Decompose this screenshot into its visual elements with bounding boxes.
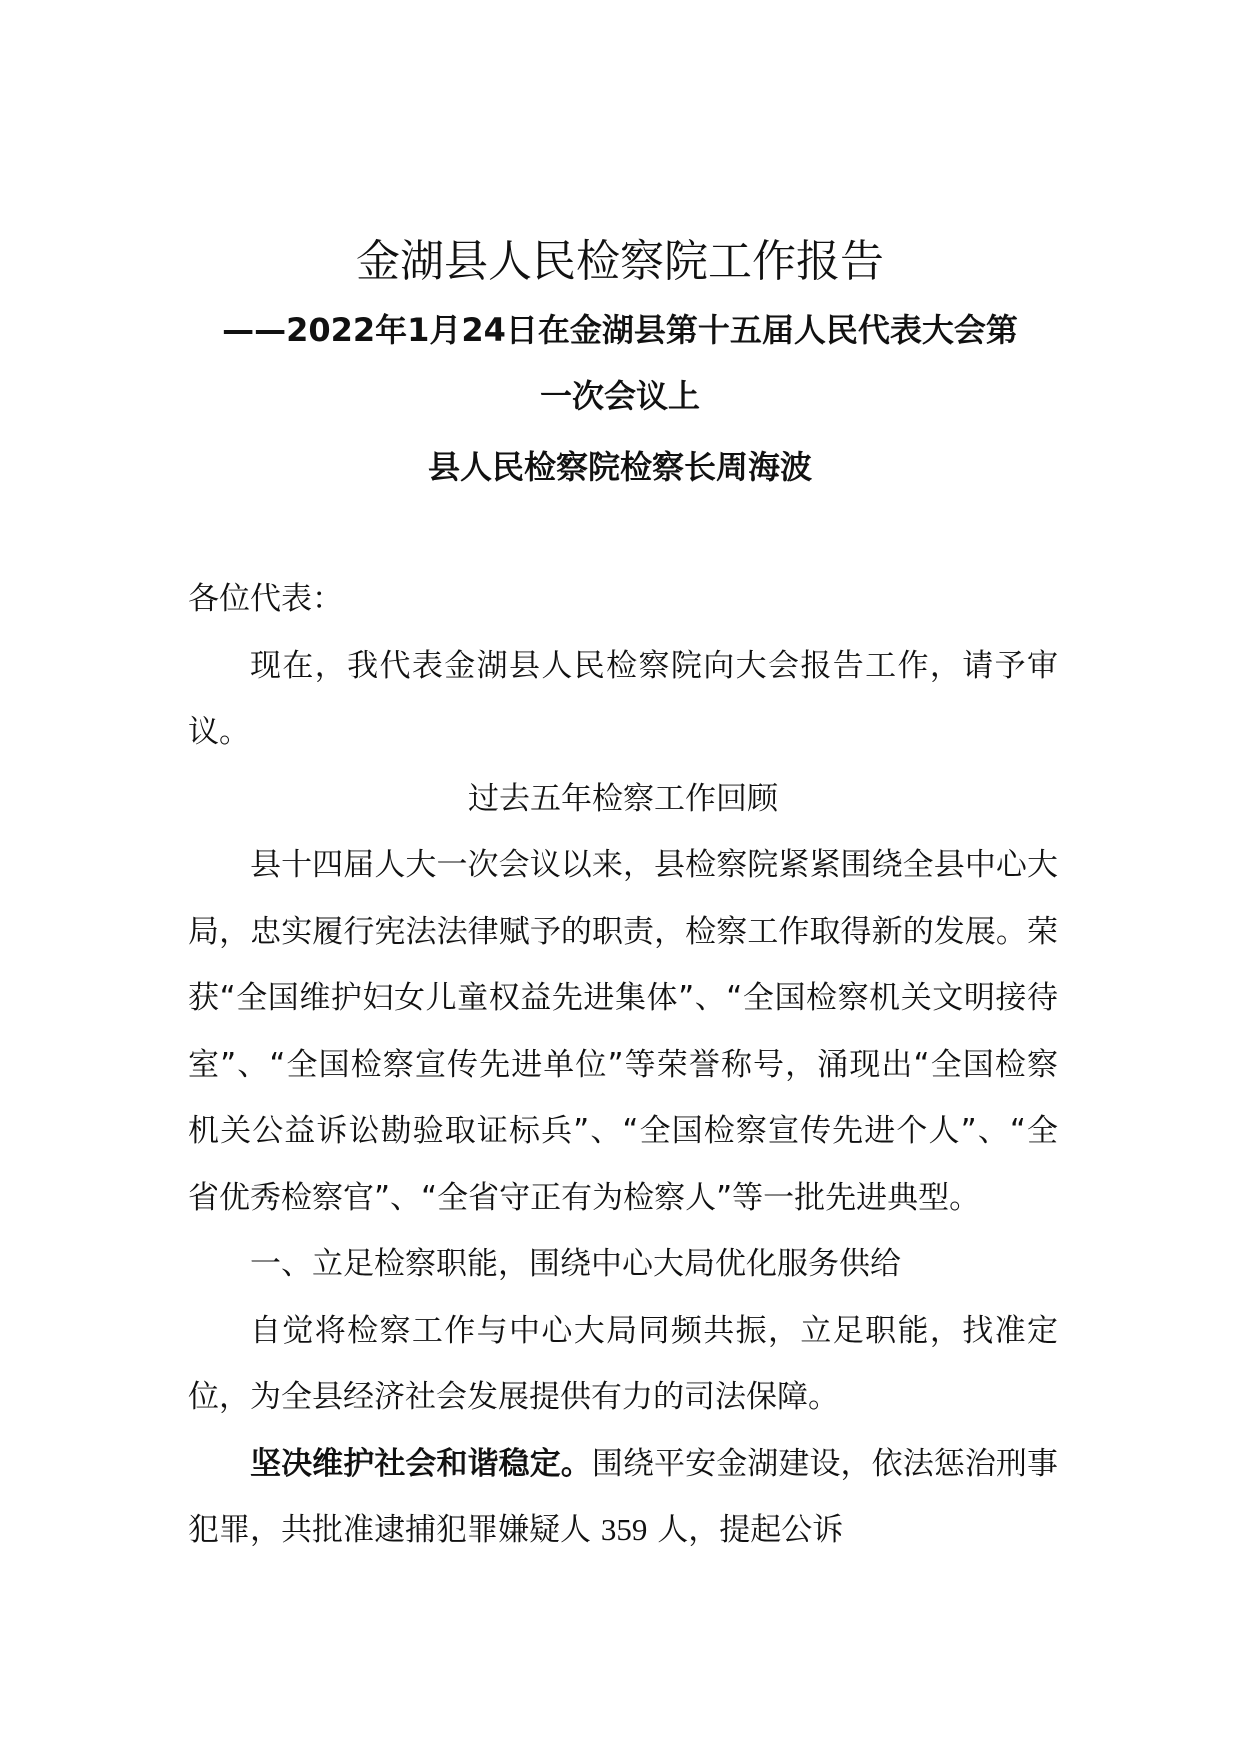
stability-text-b: 人，提起公诉: [657, 1512, 844, 1548]
arrest-count: 359: [600, 1512, 648, 1547]
report-subtitle-date: ——2022年1月24日在金湖县第十五届人民代表大会第: [222, 311, 1018, 349]
part1-intro-paragraph: 自觉将检察工作与中心大局同频共振，立足职能，找准定位，为全县经济社会发展提供有力的司法保障。: [188, 1312, 1058, 1415]
report-title: 金湖县人民检察院工作报告: [356, 236, 884, 287]
report-author: 县人民检察院检察长周海波: [427, 448, 812, 486]
intro-paragraph: 现在，我代表金湖县人民检察院向大会报告工作，请予审议。: [188, 647, 1058, 750]
part1-heading: 一、立足检察职能，围绕中心大局优化服务供给: [250, 1246, 901, 1282]
salutation: 各位代表：: [188, 581, 343, 617]
section-heading: 过去五年检察工作回顾: [468, 780, 778, 817]
overview-paragraph: 县十四届人大一次会议以来，县检察院紧紧围绕全县中心大局，忠实履行宪法法律赋予的职责，检察工作取得新的发展。荣获“全国维护妇女儿童权益先进集体”、“全国检察机关文明接待室”、“全国检察宣传先进单位”等荣誉称号，涌现出“全国检察机关公益诉讼勘验取证标兵”、“全国检察宣传先进个人”、“全省优秀检察官”、“全省守正有为检察人”等一批先进典型。: [188, 847, 1058, 1216]
stability-paragraph: [188, 1431, 1058, 1564]
report-body: [188, 566, 1058, 1564]
stability-text-a: 围绕平安金湖建设，依法惩治刑事犯罪，共批准逮捕犯罪嫌疑人: [188, 1445, 1059, 1548]
report-subtitle-session: 一次会议上: [539, 377, 700, 415]
stability-lead: 坚决维护社会和谐稳定。: [250, 1445, 592, 1482]
